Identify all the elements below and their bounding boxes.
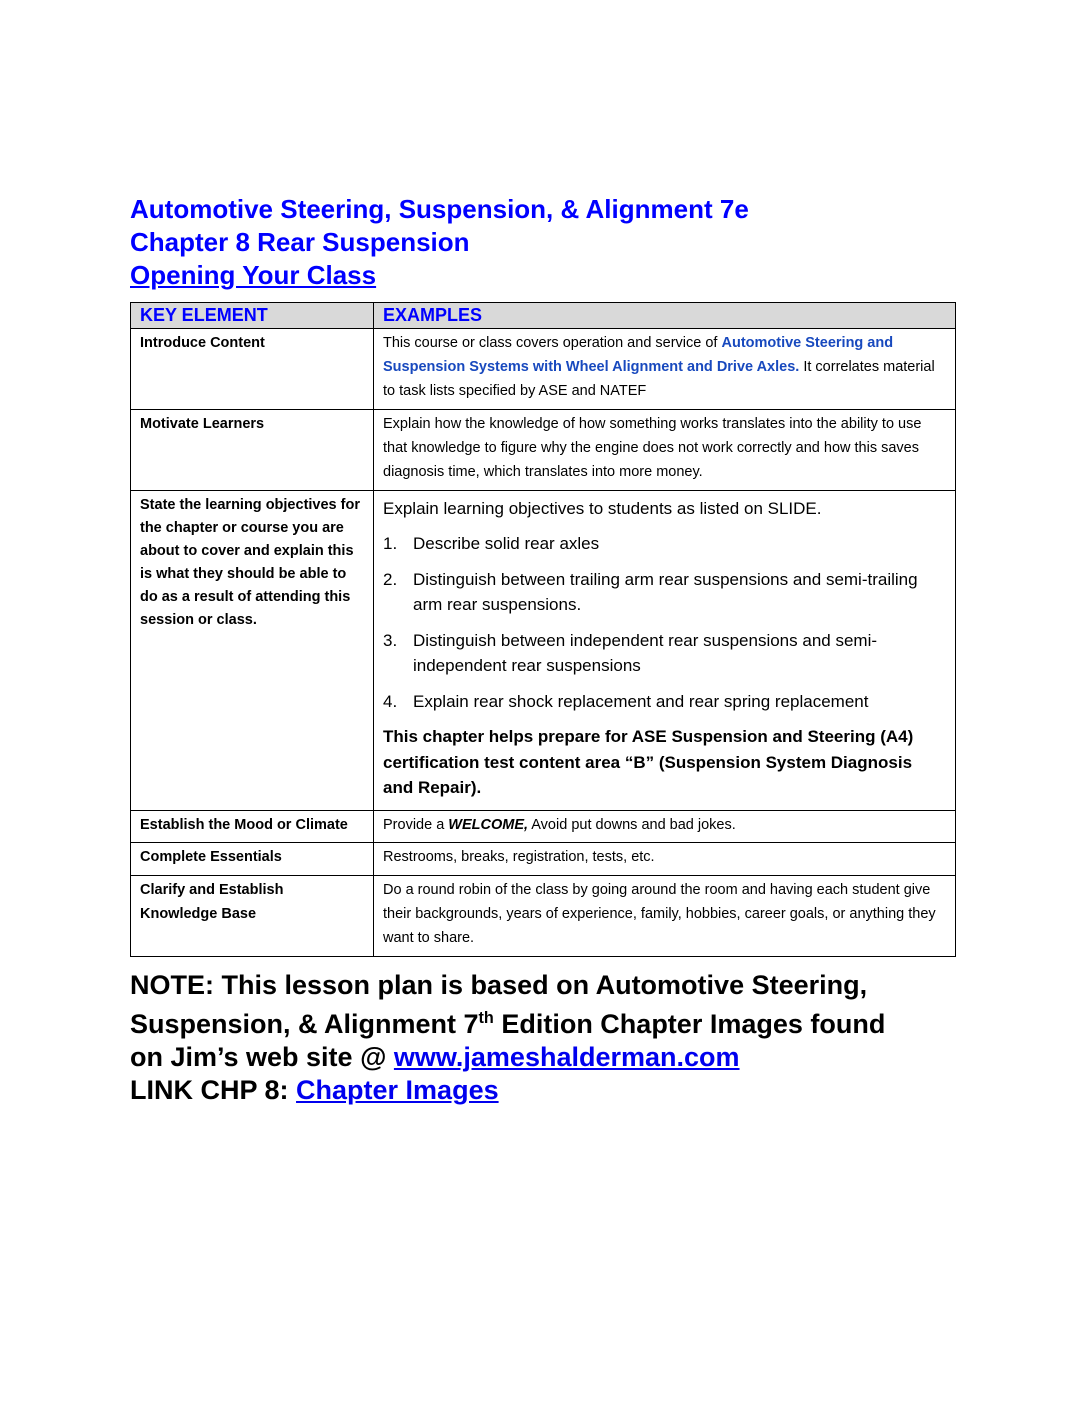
text-segment: Explain learning objectives to students as listed on SLIDE. [383, 498, 822, 518]
list-number: 2. [383, 569, 398, 589]
text-segment: Automotive Steering and Suspension Systems with Wheel Alignment and Drive Axles. [383, 335, 894, 375]
examples-paragraph [383, 413, 946, 485]
key-element-cell: Clarify and Establish Knowledge Base [131, 876, 374, 957]
examples-paragraph [383, 332, 946, 404]
text-segment: LINK CHP 8: [130, 1075, 297, 1106]
title-line-1: Automotive Steering, Suspension, & Alignment 7e [130, 194, 749, 224]
examples-cell [374, 490, 956, 810]
list-number: 4. [383, 691, 398, 711]
list-item-text [413, 628, 946, 679]
objective-list-item [383, 531, 946, 557]
examples-cell [374, 329, 956, 410]
table-row [131, 409, 956, 490]
note-block [130, 969, 970, 1107]
text-segment: This chapter helps prepare for ASE Suspension and Steering (A4) certification test content area “B” (Suspension System Diagnosis and Repair). [383, 727, 914, 798]
objective-list-item [383, 567, 946, 618]
key-element-cell: Motivate Learners [131, 409, 374, 490]
text-segment: Provide a [383, 816, 449, 833]
table-row [131, 810, 956, 843]
document-title [130, 193, 955, 292]
text-segment: th [478, 1009, 494, 1028]
text-segment: It correlates material to task lists specified by ASE and NATEF [383, 358, 935, 399]
examples-cell [374, 409, 956, 490]
note-line [130, 1074, 970, 1107]
examples-paragraph [383, 846, 946, 870]
text-segment: Explain how the knowledge of how something works translates into the ability to use that knowledge to figure why the engine does not work correctly and how this saves diagnosis time, which translates into more money. [383, 415, 922, 480]
examples-paragraph [383, 724, 946, 801]
text-segment: on Jim’s web site @ [130, 1042, 394, 1073]
text-segment: This course or class covers operation and service of [383, 335, 722, 351]
key-element-cell: State the learning objectives for the chapter or course you are about to cover and explain this is what they should be able to do as a result of attending this session or class. [131, 490, 374, 810]
examples-paragraph [383, 496, 946, 522]
text-segment: Distinguish between independent rear suspensions and semi-independent rear suspensions [413, 630, 878, 676]
note-line [130, 1002, 970, 1041]
list-item-text [413, 567, 946, 618]
text-segment: Edition Chapter Images found [493, 1009, 886, 1040]
table-row [131, 490, 956, 810]
title-line-3: Opening Your Class [130, 260, 377, 290]
examples-cell [374, 876, 956, 957]
text-segment: Explain rear shock replacement and rear spring replacement [413, 691, 869, 711]
note-line [130, 969, 970, 1002]
list-item-text [413, 531, 946, 557]
examples-paragraph [383, 814, 946, 838]
objective-list-item [383, 628, 946, 679]
key-element-cell: Introduce Content [131, 329, 374, 410]
lesson-plan-table [130, 302, 956, 957]
table-row [131, 329, 956, 410]
title-line-2: Chapter 8 Rear Suspension [130, 227, 470, 257]
examples-paragraph [383, 879, 946, 951]
key-element-header: KEY ELEMENT [131, 303, 374, 329]
website-link[interactable]: www.jameshalderman.com [393, 1042, 740, 1073]
key-element-cell: Establish the Mood or Climate [131, 810, 374, 843]
text-segment: WELCOME, [448, 816, 529, 833]
text-segment: Suspension, & Alignment 7 [130, 1009, 479, 1040]
key-element-cell: Complete Essentials [131, 843, 374, 876]
examples-cell [374, 843, 956, 876]
table-row [131, 876, 956, 957]
text-segment: Describe solid rear axles [413, 534, 600, 554]
examples-header: EXAMPLES [374, 303, 956, 329]
text-segment: NOTE: This lesson plan is based on Automotive Steering, [130, 970, 868, 1001]
text-segment: Do a round robin of the class by going around the room and having each student give their backgrounds, years of experience, family, hobbies, career goals, or anything they want to share. [383, 882, 936, 947]
list-item-text [413, 689, 946, 715]
objective-list-item [383, 689, 946, 715]
list-number: 1. [383, 534, 398, 554]
table-row [131, 843, 956, 876]
note-line [130, 1041, 970, 1074]
examples-cell [374, 810, 956, 843]
text-segment: Avoid put downs and bad jokes. [528, 816, 736, 833]
list-number: 3. [383, 630, 398, 650]
table-header-row [131, 303, 956, 329]
text-segment: Distinguish between trailing arm rear suspensions and semi-trailing arm rear suspensions. [413, 569, 918, 615]
text-segment: Restrooms, breaks, registration, tests, etc. [383, 849, 655, 866]
chapter-images-link[interactable]: Chapter Images [296, 1075, 499, 1106]
